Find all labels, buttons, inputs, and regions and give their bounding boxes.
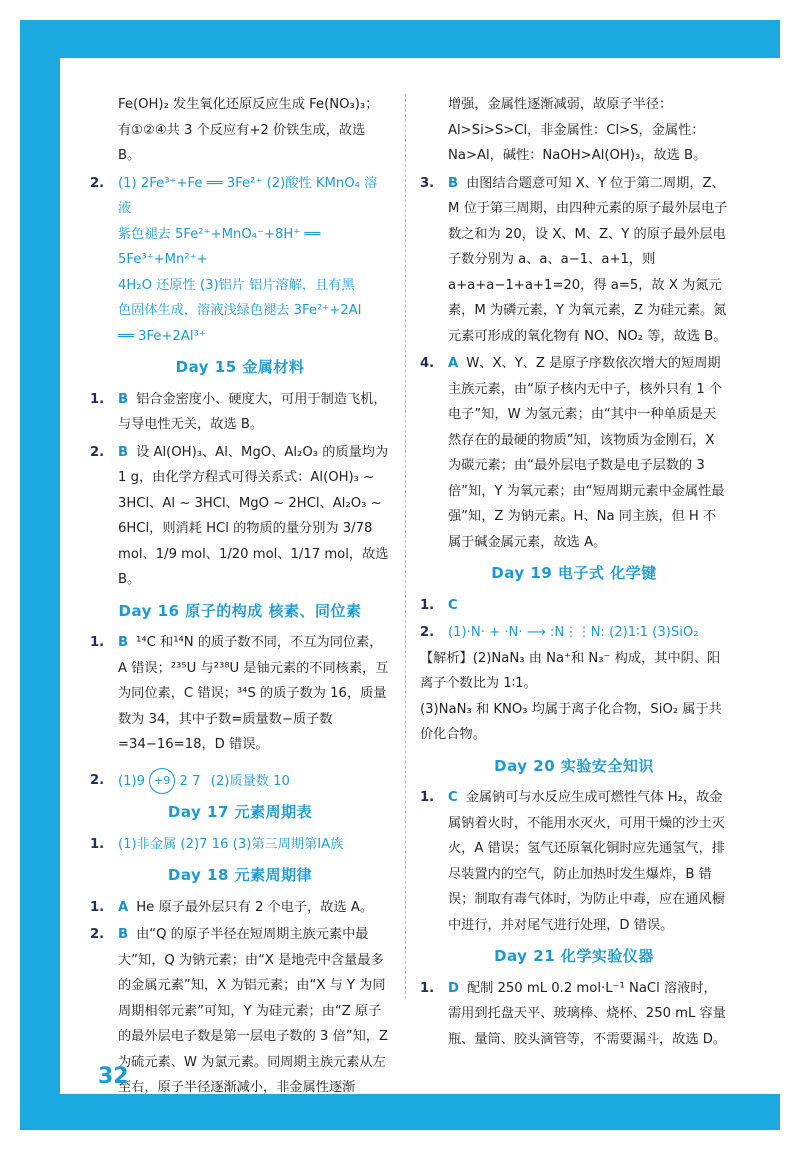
answer-text: 铝合金密度小、硬度大，可用于制造飞机，与导电性无关，故选 B。 [118,391,387,432]
answer-item [90,768,390,795]
answer-item [420,976,728,1053]
answer-letter: C [448,597,458,613]
section-heading-day15: Day 15 金属材料 [175,358,305,376]
text-line: (1) 2Fe³⁺+Fe ══ 3Fe²⁺ (2)酸性 KMnO₄ 溶液 [118,175,378,216]
item-number: 2. [90,927,105,942]
text-line: 色固体生成，溶液浅绿色褪去 3Fe²⁺+2Al [118,303,362,318]
item-number: 3. [420,175,435,191]
text-line: ══ 3Fe+2Al³⁺ [118,328,206,344]
answer-text: (1)非金属 (2)7 16 (3)第三周期第ⅠA族 [118,836,344,852]
answer-text: W、X、Y、Z 是原子序数依次增大的短周期主族元素，由“原子核内无中子，核外只有 1 个电子”知，W 为氢元素；由“其中一种单质是天然存在的最硬的物质”知，该物质为金刚石，X 为碳元素；由“最外层电子数是电子层数的 3 倍”知，Y 为氧元素；由“短周期元素中金属性最强”知，Z 为钠元素。H、Na 同主族，但 H 不属于碱金属元素，故选 A。 [448,356,725,550]
answer-letter: A [448,356,459,371]
text-line: 4H₂O 还原性 (3)铝片 铝片溶解，且有黑 [118,277,355,293]
page-content [60,58,780,1094]
left-column [90,92,390,1103]
answer-item [90,171,390,350]
section-heading-day19: Day 19 电子式 化学键 [491,564,657,582]
answer-item [90,630,390,758]
item-number: 1. [90,836,105,852]
answer-item [90,387,390,438]
item-number: 1. [90,635,105,650]
answer-letter: B [118,391,129,407]
answer-letter: A [118,899,129,915]
answer-text: (1)9 [118,773,146,789]
answer-item [90,832,390,858]
answer-text: ¹⁴C 和¹⁴N 的质子数不同，不互为同位素，A 错误；²³⁵U 与²³⁸U 是铀元素的不同核素，互为同位素，C 错误；³⁴S 的质子数为 16，质量数为 34，其中子数=质量数−质子数=34−16=18，D 错误。 [118,635,389,752]
explanation-text: 【解析】(2)NaN₃ 由 Na⁺和 N₃⁻ 构成，其中阴、阳离子个数比为 1∶1。 [420,650,721,691]
answer-letter: C [448,790,458,805]
answer-letter: B [448,175,459,191]
item-number: 1. [420,980,435,996]
item-number: 2. [90,444,105,460]
answer-continuation [420,92,728,169]
explanation-text: (3)NaN₃ 和 KNO₃ 均属于离子化合物，SiO₂ 属于共价化合物。 [420,701,722,742]
answer-letter: B [118,444,129,460]
item-number: 2. [90,175,105,191]
column-divider [405,94,406,999]
intro-continuation [90,92,390,169]
text-line: 有①②④共 3 个反应有+2 价铁生成，故选 B。 [118,122,366,163]
answer-text: 增强，金属性逐渐减弱，故原子半径：Al>Si>S>Cl，非金属性：Cl>S，金属性：Na>Al，碱性：NaOH>Al(OH)₃，故选 B。 [448,97,707,163]
answer-text: (1)·N· + ·N· ⟶ :N⋮⋮N: (2)1∶1 (3)SiO₂ [448,625,699,640]
answer-text: 由“Q 的原子半径在短周期主族元素中最大”知，Q 为钠元素；由“X 是地壳中含量最多的金属元素”知，X 为铝元素；由“X 与 Y 为同周期相邻元素”可知，Y 为硅元素；由“Z 原子的最外层电子数是第一层电子数的 3 倍”知，Z 为硫元素、W 为氯元素。同周期主族元素从左至右，原子半径逐渐减小，非金属性逐渐 [118,927,389,1095]
item-number: 2. [420,625,435,640]
answer-item [420,171,728,350]
text-line: Fe(OH)₂ 发生氧化还原反应生成 Fe(NO₃)₃； [118,97,379,112]
electron-shells: 2 7 [179,773,201,789]
answer-item [90,895,390,921]
answer-text: 设 Al(OH)₃、Al、MgO、Al₂O₃ 的质量均为 1 g，由化学方程式可得关系式：Al(OH)₃ ~ 3HCl、Al ~ 3HCl、MgO ~ 2HCl、Al₂O₃ ~ 6HCl，则消耗 HCl 的物质的量分别为 3/78 mol、1/9 mol、1/20 mol、1/17 mol，故选 B。 [118,444,389,587]
frame-left-band [20,20,60,1130]
answer-item [90,440,390,593]
page-number: 32 [98,1064,129,1089]
answer-text: 金属钠可与水反应生成可燃性气体 H₂，故金属钠着火时，不能用水灭火，可用干燥的沙土灭火，A 错误；氢气还原氧化铜时应先通氢气，排尽装置内的空气，防止加热时发生爆炸，B 错误；制取有毒气体时，为防止中毒，应在通风橱中进行，并对尾气进行处理，D 错误。 [448,790,725,933]
right-column [420,92,728,1054]
item-number: 1. [420,790,435,805]
section-heading-day16: Day 16 原子的构成 核素、同位素 [118,601,362,620]
item-number: 1. [90,391,105,407]
answer-text: 配制 250 mL 0.2 mol·L⁻¹ NaCl 溶液时，需用到托盘天平、玻璃棒、烧杯、250 mL 容量瓶、量筒、胶头滴管等，不需要漏斗，故选 D。 [448,980,727,1047]
atom-structure-diagram: +9 [149,768,175,794]
answer-letter: D [448,980,459,996]
answer-text: 由图结合题意可知 X、Y 位于第二周期，Z、M 位于第三周期，由四种元素的原子最外层电子数之和为 20，设 X、M、Z、Y 的原子最外层电子数分别为 a、a、a−1、a+1，则 a+a+a−1+a+1=20，得 a=5，故 X 为氮元素，M 为磷元素，Y 为氧元素，Z 为硅元素。氮元素可形成的氧化物有 NO、NO₂ 等，故选 B。 [448,175,728,344]
item-number: 4. [420,356,435,371]
answer-letter: B [118,635,129,650]
answer-text: (2)质量数 10 [210,773,290,789]
item-number: 2. [90,772,105,788]
section-heading-day21: Day 21 化学实验仪器 [494,947,654,965]
frame-top-band [20,20,780,58]
section-heading-day18: Day 18 元素周期律 [167,866,313,884]
section-heading-day20: Day 20 实验安全知识 [494,756,654,775]
section-heading-day17: Day 17 元素周期表 [167,803,313,821]
answer-item [90,922,390,1101]
answer-item [420,620,728,748]
answer-item [420,351,728,555]
answer-letter: B [118,927,129,942]
answer-text: He 原子最外层只有 2 个电子，故选 A。 [136,899,374,915]
item-number: 1. [420,597,435,613]
text-line: 紫色褪去 5Fe²⁺+MnO₄⁻+8H⁺ ══ 5Fe³⁺+Mn²⁺+ [118,226,321,267]
answer-item [420,785,728,938]
item-number: 1. [90,899,105,915]
answer-item [420,593,728,619]
